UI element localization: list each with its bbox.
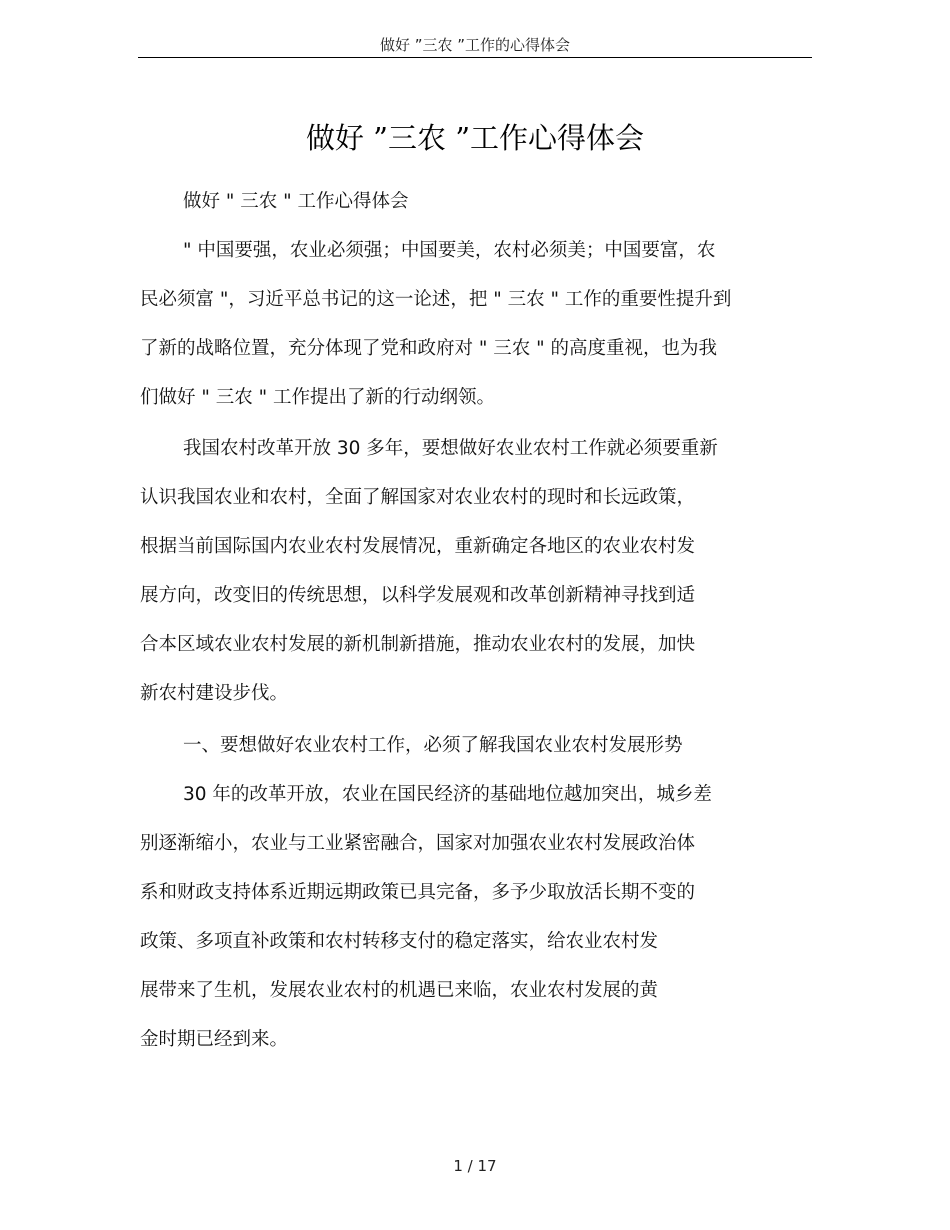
body-line: 根据当前国际国内农业农村发展情况，重新确定各地区的农业农村发 xyxy=(140,536,696,557)
body-line: 30 年的改革开放，农业在国民经济的基础地位越加突出，城乡差 xyxy=(183,784,712,805)
body-line: 系和财政支持体系近期远期政策已具完备，多予少取放活长期不变的 xyxy=(140,882,696,903)
body-line: 政策、多项直补政策和农村转移支付的稳定落实，给农业农村发 xyxy=(140,931,659,952)
body-line: 我国农村改革开放 30 多年，要想做好农业农村工作就必须要重新 xyxy=(183,438,718,459)
section-heading: 一、要想做好农业农村工作，必须了解我国农业农村发展形势 xyxy=(183,735,683,756)
body-line: 合本区域农业农村发展的新机制新措施，推动农业农村的发展，加快 xyxy=(140,634,696,655)
body-line: " 中国要强，农业必须强；中国要美，农村必须美；中国要富，农 xyxy=(183,240,716,261)
body-line: 做好 " 三农 " 工作心得体会 xyxy=(183,191,409,212)
body-line: 民必须富 "，习近平总书记的这一论述，把 " 三农 " 工作的重要性提升到 xyxy=(140,289,732,310)
header-divider xyxy=(138,57,812,58)
body-line: 认识我国农业和农村，全面了解国家对农业农村的现时和长远政策， xyxy=(140,487,696,508)
page-number: 1 / 17 xyxy=(453,1157,497,1175)
running-header: 做好 ”三农 ”工作的心得体会 xyxy=(379,36,571,54)
body-line: 别逐渐缩小，农业与工业紧密融合，国家对加强农业农村发展政治体 xyxy=(140,833,696,854)
body-line: 了新的战略位置，充分体现了党和政府对 " 三农 " 的高度重视，也为我 xyxy=(140,338,718,359)
body-line: 新农村建设步伐。 xyxy=(140,683,289,704)
body-line: 展带来了生机，发展农业农村的机遇已来临，农业农村发展的黄 xyxy=(140,980,659,1001)
body-line: 金时期已经到来。 xyxy=(140,1029,289,1050)
body-line: 们做好 " 三农 " 工作提出了新的行动纲领。 xyxy=(140,387,496,408)
body-line: 展方向，改变旧的传统思想，以科学发展观和改革创新精神寻找到适 xyxy=(140,585,696,606)
document-title: 做好 ”三农 ”工作心得体会 xyxy=(305,121,645,155)
